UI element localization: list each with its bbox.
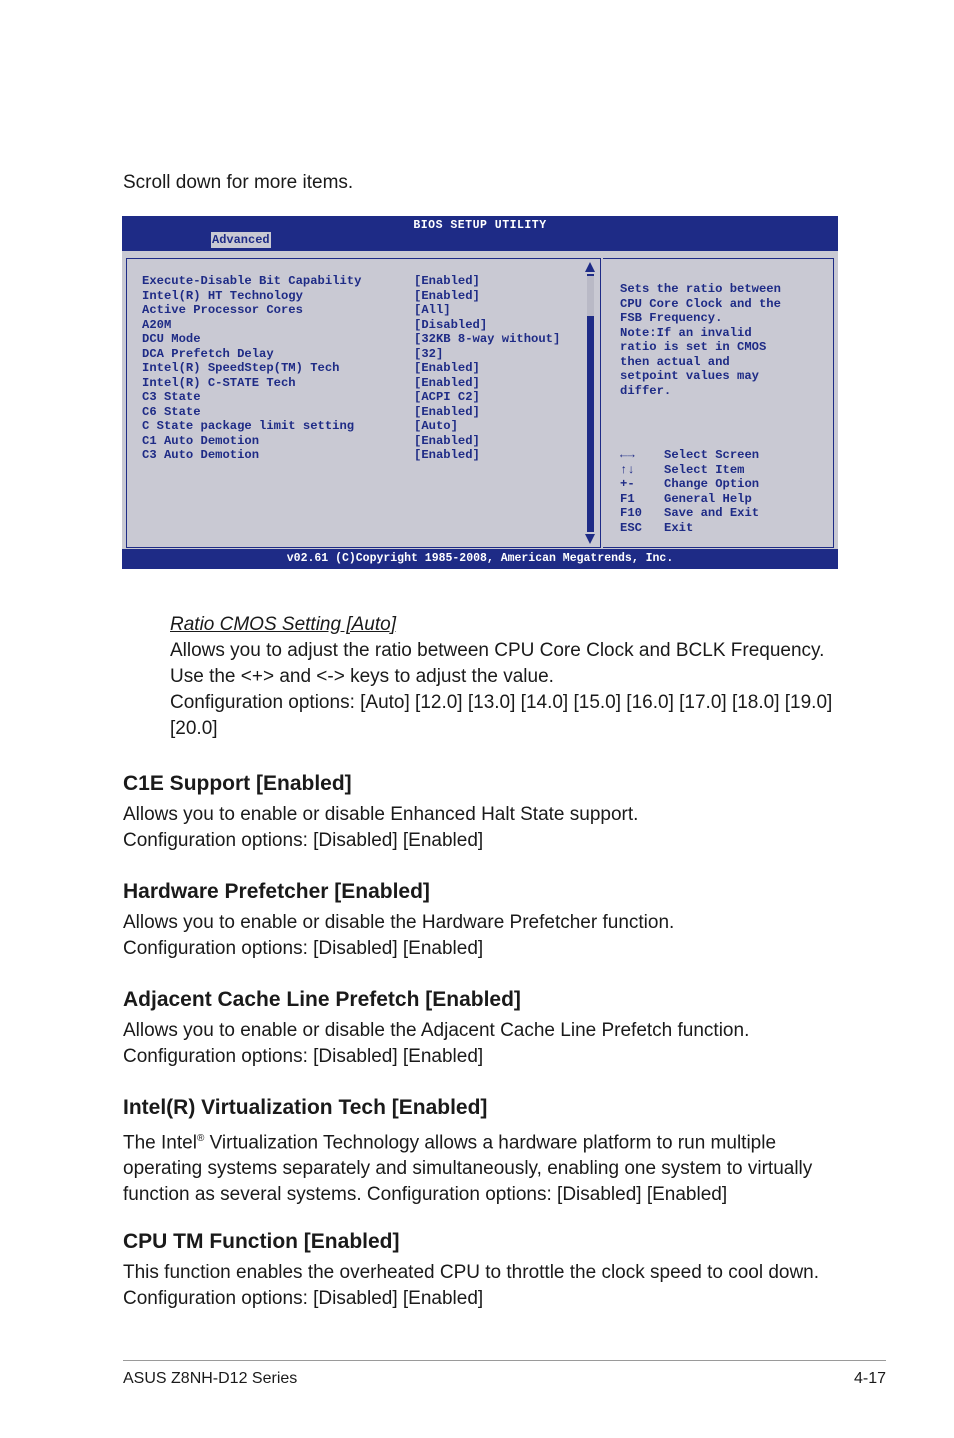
footer-product: ASUS Z8NH-D12 Series [123,1370,298,1387]
settings-list [142,274,561,463]
section-heading: Intel(R) Virtualization Tech [Enabled] [123,1096,488,1119]
setting-label: C State package limit setting [142,419,355,433]
section-heading: C1E Support [Enabled] [123,772,352,795]
key-legend-row [620,477,759,492]
ratio-cmos-options: Configuration options: [Auto] [12.0] [13.0] [14.0] [15.0] [16.0] [17.0] [18.0] [19.0] [20.0] [170,692,833,739]
setting-label: C6 State [142,404,201,419]
setting-item[interactable] [142,448,480,463]
setting-value: [All] [414,303,451,317]
setting-label: Active Processor Cores [142,303,303,317]
key-legend-row [620,463,759,478]
setting-item[interactable] [142,346,444,362]
setting-value: [Auto] [414,419,458,433]
section-heading: CPU TM Function [Enabled] [123,1230,400,1253]
setting-value: [ACPI C2] [414,390,480,404]
setting-value: [32] [414,346,444,361]
bios-copyright: v02.61 (C)Copyright 1985-2008, American Megatrends, Inc. [122,549,838,569]
setting-label: Intel(R) C-STATE Tech [142,375,296,390]
key-name: ↑↓ [620,462,635,477]
bios-screen [122,216,838,569]
bios-title: BIOS SETUP UTILITY [413,219,547,232]
setting-item[interactable] [142,274,480,289]
setting-value: [Enabled] [414,274,480,288]
setting-item[interactable] [142,375,480,391]
setting-label: C3 State [142,390,201,404]
key-action: Select Screen [664,448,760,462]
setting-item[interactable] [142,419,458,434]
scroll-thumb[interactable] [587,276,594,316]
setting-value: [Enabled] [414,288,480,303]
setting-item[interactable] [142,404,480,420]
setting-value: [Enabled] [414,404,480,419]
section-text: The Intel® Virtualization Technology allows a hardware platform to run multiple operating systems separately and simultaneously, enabling one system to virtually function as several systems. Configuration options: [Disabled] [Enabled] [123,1132,813,1206]
key-legend-row [620,448,759,463]
ratio-cmos-desc: Allows you to adjust the ratio between CPU Core Clock and BCLK Frequency. [170,640,825,661]
setting-label: Execute-Disable Bit Capability [142,274,362,288]
help-text: Sets the ratio between CPU Core Clock and the FSB Frequency. Note:If an invalid ratio is set in CMOS then actual and setpoint values may differ. [620,282,781,398]
setting-value: [Enabled] [414,448,480,462]
setting-item[interactable] [142,433,480,449]
key-name: +- [620,477,635,491]
setting-value: [32KB 8-way without] [414,332,561,346]
bios-header [122,216,838,251]
key-legend-row [620,492,759,507]
ratio-cmos-block [170,612,842,742]
setting-value: [Enabled] [414,361,480,375]
section-text: This function enables the overheated CPU to throttle the clock speed to cool down. Configuration options: [Disabled] [Enabled] [123,1262,820,1309]
scroll-note: Scroll down for more items. [123,172,354,193]
key-name: ←→ [620,448,635,462]
ratio-cmos-usage: Use the <+> and <-> keys to adjust the value. [170,666,554,687]
setting-label: Intel(R) SpeedStep(TM) Tech [142,361,340,375]
key-action: Exit [664,520,694,535]
section-text: Allows you to enable or disable the Hardware Prefetcher function. Configuration options: [Disabled] [Enabled] [123,912,675,959]
key-legend [620,448,759,535]
setting-label: C3 Auto Demotion [142,448,260,462]
hardware-prefetcher-section [123,879,863,962]
key-action: General Help [664,491,752,506]
cpu-tm-section [123,1229,863,1312]
section-heading: Hardware Prefetcher [Enabled] [123,880,430,903]
key-name: F1 [620,491,635,506]
key-legend-row [620,506,759,521]
adjacent-cache-section [123,987,863,1070]
setting-item[interactable] [142,361,480,376]
ratio-cmos-title: Ratio CMOS Setting [Auto] [170,614,396,635]
scroll-down-arrow-icon[interactable] [585,534,595,544]
setting-item[interactable] [142,303,451,318]
key-action: Save and Exit [664,506,760,520]
footer-divider [123,1360,886,1361]
c1e-section [123,771,863,854]
key-action: Select Item [664,462,745,477]
setting-label: A20M [142,317,172,332]
page-number: 4-17 [853,1370,886,1387]
key-legend-row [620,521,759,536]
scrollbar[interactable] [585,262,596,544]
virtualization-section [123,1095,843,1208]
setting-label: DCA Prefetch Delay [142,346,274,361]
section-text: Allows you to enable or disable the Adjacent Cache Line Prefetch function. Configuration options: [Disabled] [Enabled] [123,1020,750,1067]
setting-label: Intel(R) HT Technology [142,288,303,303]
setting-item[interactable] [142,317,488,333]
key-action: Change Option [664,477,760,491]
setting-value: [Disabled] [414,317,488,332]
key-name: ESC [620,520,642,535]
setting-item[interactable] [142,332,561,347]
setting-label: DCU Mode [142,332,201,346]
scroll-up-arrow-icon[interactable] [585,262,595,272]
key-name: F10 [620,506,642,520]
setting-item[interactable] [142,288,480,304]
section-text: Allows you to enable or disable Enhanced Halt State support. Configuration options: [Disabled] [Enabled] [123,804,639,851]
setting-item[interactable] [142,390,480,405]
tab-advanced[interactable]: Advanced [212,233,270,247]
section-heading: Adjacent Cache Line Prefetch [Enabled] [123,988,521,1011]
setting-value: [Enabled] [414,375,480,390]
setting-label: C1 Auto Demotion [142,433,260,448]
setting-value: [Enabled] [414,433,480,448]
